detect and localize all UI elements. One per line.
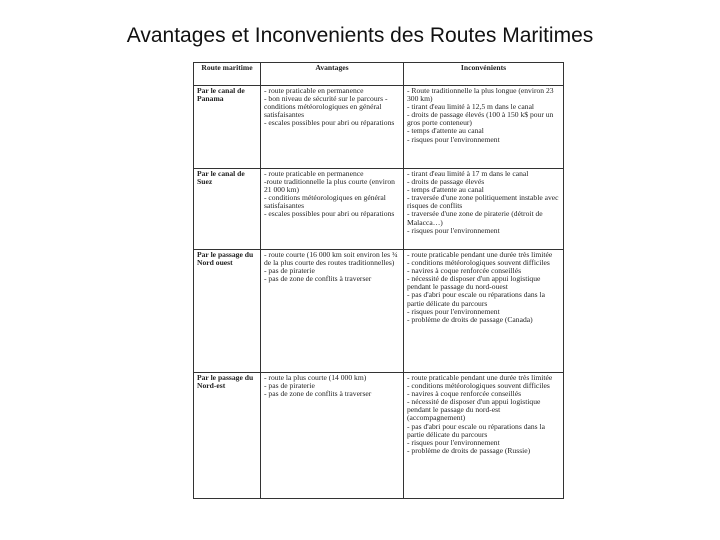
table-row: [194, 86, 564, 169]
list-item: - problème de droits de passage (Russie): [407, 445, 531, 455]
list-item: - route la plus courte (14 000 km): [264, 373, 367, 382]
list-item: - nécessité de disposer d'un appui logistique pendant le passage du nord-est (accompagnement): [407, 397, 541, 423]
route-cell: Par le passage du Nord ouest: [194, 250, 261, 373]
list-item: - nécessité de disposer d'un appui logistique pendant le passage du nord-ouest: [407, 274, 541, 292]
list-item: -route traditionnelle la plus courte (environ 21 000 km): [264, 177, 395, 195]
list-item: - route praticable pendant une durée très limitée: [407, 250, 553, 259]
list-item: - tirant d'eau limité à 12,5 m dans le canal: [407, 102, 535, 112]
list-item: - route praticable en permanence: [264, 86, 364, 95]
list-item: - bon niveau de sécurité sur le parcours - conditions météorologiques en général satisfaisantes: [264, 94, 388, 120]
route-cell: Par le canal de Suez: [194, 169, 261, 250]
table-row: [194, 373, 564, 499]
list-item: - pas d'abri pour escale ou réparations dans la partie délicate du parcours: [407, 290, 546, 308]
list-item: - escales possibles pour abri ou réparations: [264, 209, 395, 219]
slide-title: Avantages et Inconvenients des Routes Maritimes: [126, 24, 594, 47]
list-item: - pas d'abri pour escale ou réparations dans la partie délicate du parcours: [407, 421, 546, 439]
route-cell: Par le passage du Nord-est: [194, 373, 261, 499]
inconvenients-cell: [404, 250, 564, 373]
list-item: - risques pour l'environnement: [407, 437, 500, 447]
list-item: - droits de passage élevés (100 à 150 k$ pour un gros porte conteneur): [407, 110, 554, 128]
route-cell: Par le canal de Panama: [194, 86, 261, 169]
table-row: [194, 169, 564, 250]
inconvenients-cell: [404, 86, 564, 169]
list-item: - conditions météorologiques souvent difficiles: [407, 381, 550, 391]
avantages-cell: [261, 250, 404, 373]
list-item: - traversée d'une zone de piraterie (détroit de Malacca…): [407, 209, 543, 227]
list-item: - route praticable pendant une durée très limitée: [407, 373, 553, 382]
list-item: - route praticable en permanence: [264, 169, 364, 178]
avantages-cell: [261, 86, 404, 169]
list-item: - navires à coque renforcée conseillés: [407, 266, 522, 276]
list-item: - risques pour l'environnement: [407, 134, 500, 144]
inconvenients-cell: [404, 169, 564, 250]
list-item: - traversée d'une zone politiquement instable avec risques de conflits: [407, 193, 559, 211]
list-item: - pas de piraterie: [264, 381, 315, 391]
header-inconvenients: Inconvénients: [404, 63, 564, 86]
avantages-cell: [261, 373, 404, 499]
list-item: - escales possibles pour abri ou réparations: [264, 118, 395, 128]
list-item: - navires à coque renforcée conseillés: [407, 389, 522, 399]
list-item: - tirant d'eau limité à 17 m dans le canal: [407, 169, 529, 178]
avantages-cell: [261, 169, 404, 250]
table-header-row: [194, 63, 564, 86]
list-item: - droits de passage élevés: [407, 177, 485, 187]
routes-table: [193, 62, 564, 499]
list-item: - Route traditionnelle la plus longue (environ 23 300 km): [407, 86, 554, 104]
table-row: [194, 250, 564, 373]
list-item: - pas de piraterie: [264, 266, 315, 276]
list-item: - problème de droits de passage (Canada): [407, 314, 533, 324]
list-item: - temps d'attente au canal: [407, 185, 484, 195]
list-item: - conditions météorologiques souvent difficiles: [407, 258, 550, 268]
list-item: - pas de zone de conflits à traverser: [264, 389, 372, 399]
inconvenients-cell: [404, 373, 564, 499]
list-item: - pas de zone de conflits à traverser: [264, 274, 372, 284]
list-item: - conditions météorologiques en général satisfaisantes: [264, 193, 386, 211]
header-route: Route maritime: [194, 63, 261, 86]
list-item: - risques pour l'environnement: [407, 225, 500, 235]
header-avantages: Avantages: [261, 63, 404, 86]
list-item: - temps d'attente au canal: [407, 126, 484, 136]
list-item: - risques pour l'environnement: [407, 306, 500, 316]
list-item: - route courte (16 000 km soit environ les ¾ de la plus courte des routes traditionnelles): [264, 250, 398, 268]
